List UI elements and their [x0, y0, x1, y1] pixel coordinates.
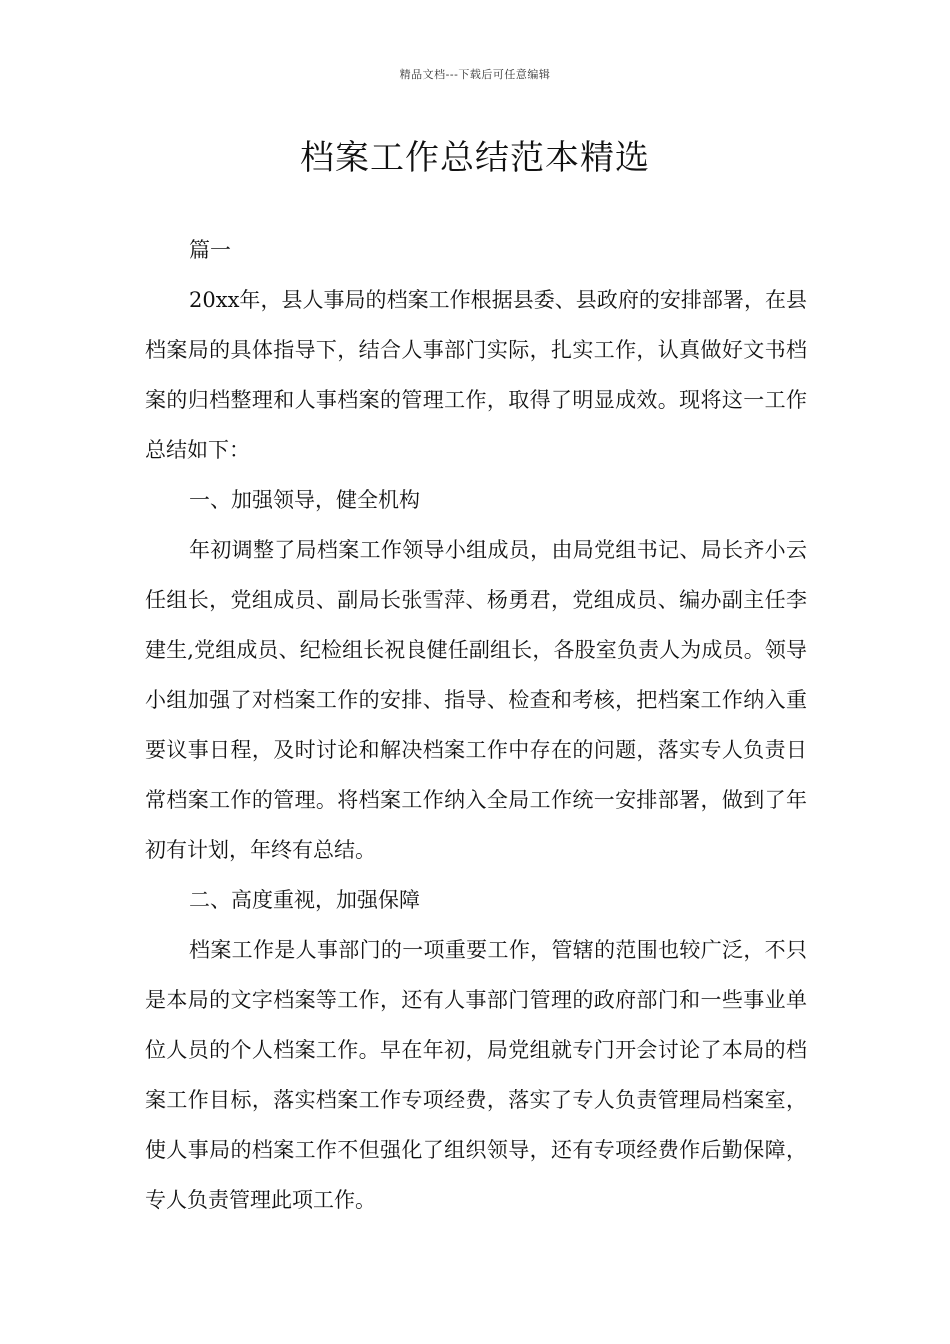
body-paragraph: 年初调整了局档案工作领导小组成员，由局党组书记、局长齐小云任组长，党组成员、副局长张雪萍、杨勇君，党组成员、编办副主任李建生,党组成员、纪检组长祝良健任副组长，各股室负责人为成员。领导小组加强了对档案工作的安排、指导、检查和考核，把档案工作纳入重要议事日程，及时讨论和解决档案工作中存在的问题，落实专人负责日常档案工作的管理。将档案工作纳入全局工作统一安排部署，做到了年初有计划，年终有总结。: [145, 538, 807, 862]
section-label: 篇一: [189, 238, 231, 262]
section-heading: 一、加强领导，健全机构: [189, 488, 420, 512]
document-body: [145, 225, 807, 1225]
section-heading: 二、高度重视，加强保障: [189, 888, 420, 912]
body-paragraph: 档案工作是人事部门的一项重要工作，管辖的范围也较广泛，不只是本局的文字档案等工作，还有人事部门管理的政府部门和一些事业单位人员的个人档案工作。早在年初，局党组就专门开会讨论了本局的档案工作目标，落实档案工作专项经费，落实了专人负责管理局档案室，使人事局的档案工作不但强化了组织领导，还有专项经费作后勤保障，专人负责管理此项工作。: [145, 938, 807, 1212]
header-note: 精品文档---下载后可任意编辑: [399, 68, 551, 81]
document-title: 档案工作总结范本精选: [300, 138, 650, 178]
body-paragraph: 20xx年，县人事局的档案工作根据县委、县政府的安排部署，在县档案局的具体指导下，结合人事部门实际，扎实工作，认真做好文书档案的归档整理和人事档案的管理工作，取得了明显成效。现将这一工作总结如下：: [145, 288, 807, 462]
